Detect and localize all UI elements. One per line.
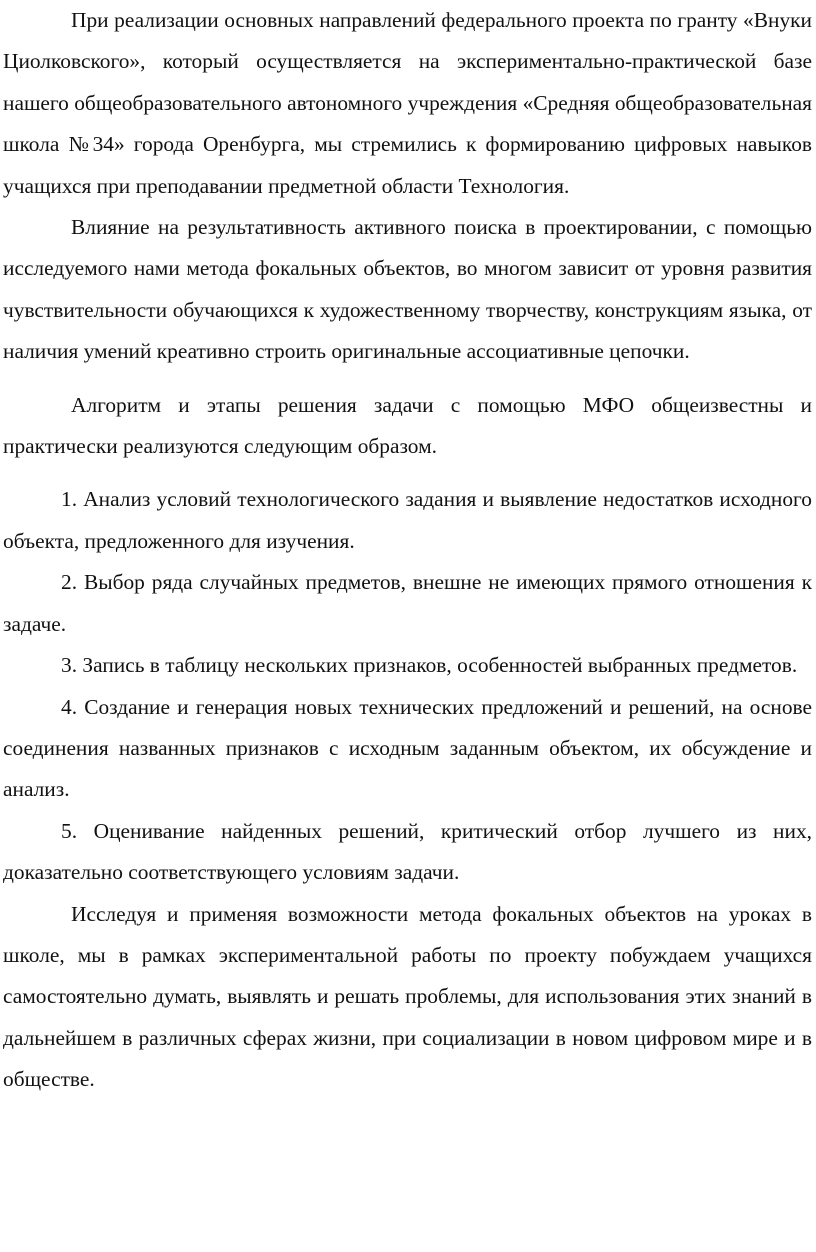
paragraph-influence: Влияние на результативность активного поиска в проектировании, с помощью исследуемого нами метода фокальных объектов, во многом зависит от уровня развития чувствительности обучающихся к художественному творчеству, конструкциям языка, от наличия умений креативно строить оригинальные ассоциативные цепочки. [3, 215, 812, 364]
list-item-3: 3. Запись в таблицу нескольких признаков, особенностей выбранных предметов. [61, 653, 798, 678]
list-item-4: 4. Создание и генерация новых технических предложений и решений, на основе соединения названных признаков с исходным заданным объектом, их обсуждение и анализ. [3, 694, 812, 802]
list-item-2: 2. Выбор ряда случайных предметов, внешне не имеющих прямого отношения к задаче. [3, 570, 812, 636]
paragraph-closing: Исследуя и применяя возможности метода фокальных объектов на уроках в школе, мы в рамках экспериментальной работы по проекту побуждаем учащихся самостоятельно думать, выявлять и решать проблемы, для использования этих знаний в дальнейшем в различных сферах жизни, при социализации в новом цифровом мире и в обществе. [3, 901, 812, 1092]
paragraph-intro: При реализации основных направлений федерального проекта по гранту «Внуки Циолковского», который осуществляется на экспериментально-практической базе нашего общеобразовательного автономного учреждения «Средняя общеобразовательная школа №34» города Оренбурга, мы стремились к формированию цифровых навыков учащихся при преподавании предметной области Технология. [3, 8, 812, 198]
list-item-1: 1. Анализ условий технологического задания и выявление недостатков исходного объекта, предложенного для изучения. [3, 487, 812, 553]
paragraph-algorithm: Алгоритм и этапы решения задачи с помощью МФО общеизвестны и практически реализуются следующим образом. [3, 392, 812, 459]
list-item-5: 5. Оценивание найденных решений, критический отбор лучшего из них, доказательно соответствующего условиям задачи. [3, 818, 812, 885]
